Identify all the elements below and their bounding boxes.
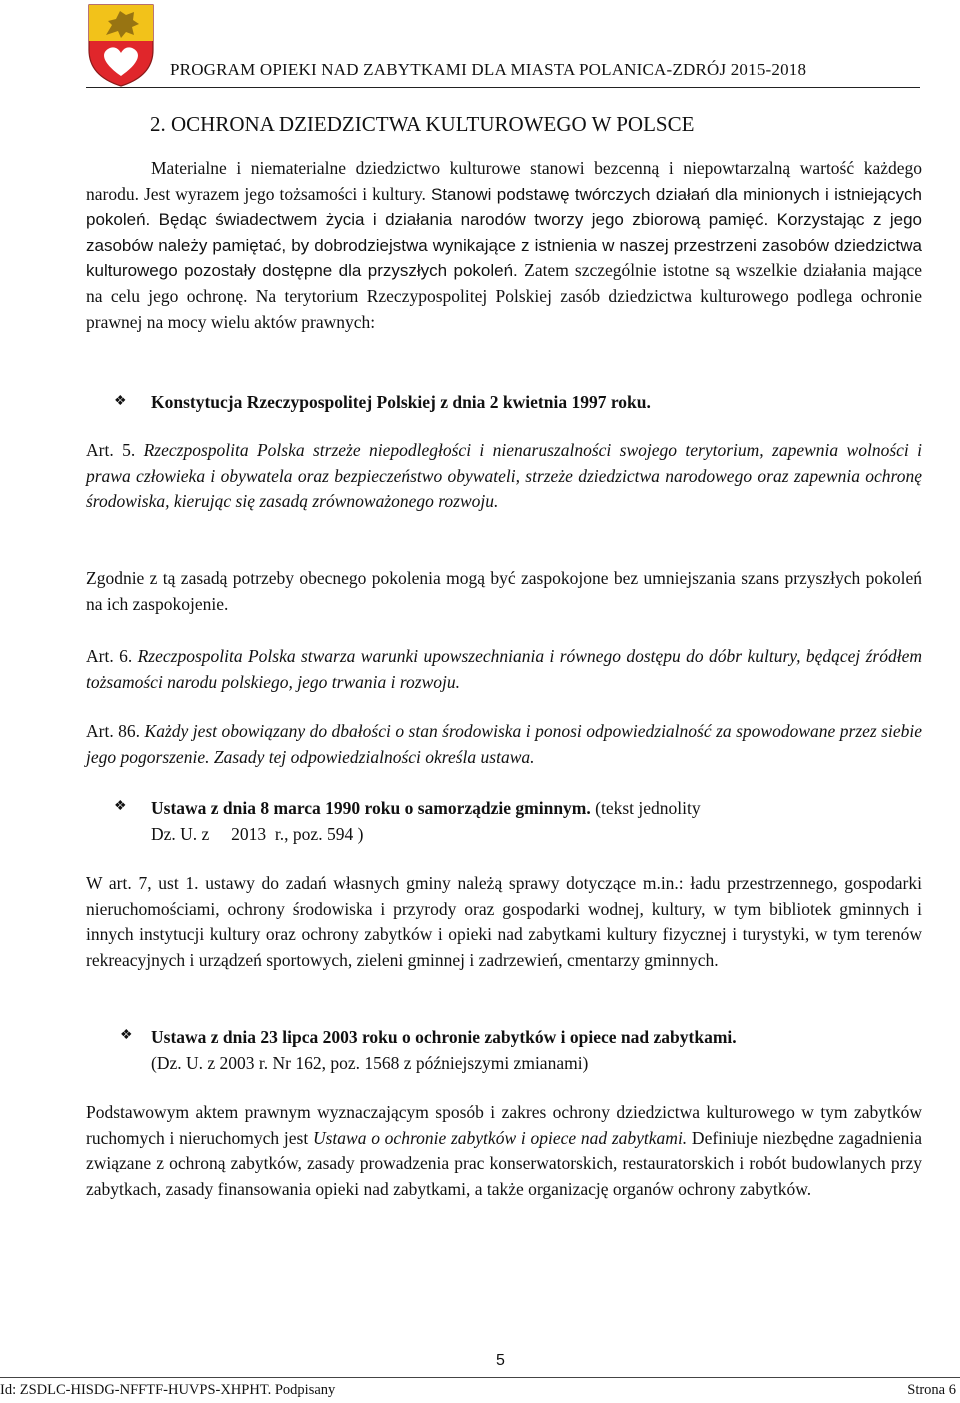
ustawa-zabytki-ref: (Dz. U. z 2003 r. Nr 162, poz. 1568 z późniejszymi zmianami) [151,1053,589,1073]
art5-label: Art. 5. [86,440,144,460]
art5-text: Rzeczpospolita Polska strzeże niepodległości i nienaruszalności swojego terytorium, zapewnia wolności i prawa człowieka i obywatela oraz bezpieczeństwo obywateli, strzeże dziedzictwa narodowego oraz zapewnia ochronę środowiska, kierując się zasadą zrównoważonego rozwoju. [86,440,923,512]
intro-text-1: Materialne i niematerialne dziedzictwo kulturowe stanowi bezcenną i niepowtarzalną wartość każdego narodu. Jest wyrazem jego tożsamości i kultury. [86,158,922,204]
principle-paragraph: Zgodnie z tą zasadą potrzeby obecnego pokolenia mogą być zaspokojone bez umniejszania szans przyszłych pokoleń na ich zaspokojenie. [86,568,922,614]
ustawa-gmina-ref-2: Dz. U. z 2013 r., poz. 594 ) [151,824,364,844]
ustawa-gmina-heading [151,796,926,821]
intro-paragraph [86,156,922,335]
footer-document-id: Id: ZSDLC-HISDG-NFFTF-HUVPS-XHPHT. Podpisany [0,1382,336,1398]
art6-paragraph [86,644,922,695]
coat-of-arms-icon [86,2,156,88]
footer-page-label: Strona 6 [907,1382,956,1398]
art5-paragraph [86,438,922,515]
ustawa-gmina-ref-1: (tekst jednolity [590,798,701,818]
diamond-bullet-icon: ❖ [120,1028,133,1043]
page-number: 5 [496,1352,505,1369]
art6-text: Rzeczpospolita Polska stwarza warunki upowszechniania i równego dostępu do dóbr kultury, będącej źródłem tożsamości narodu polskiego, jego trwania i rozwoju. [86,646,922,692]
diamond-bullet-icon: ❖ [114,799,127,814]
art6-label: Art. 6. [86,646,138,666]
art86-label: Art. 86. [86,721,145,741]
konstytucja-title: Konstytucja Rzeczypospolitej Polskiej z dnia 2 kwietnia 1997 roku. [151,392,651,412]
art86-paragraph [86,719,922,770]
intro-text-3: Zatem szczególnie istotne są wszelkie działania mające na celu jego ochronę. Na terytorium Rzeczypospolitej Polskiej zasób dziedzictwa kulturowego podlega ochronie prawnej na mocy wielu aktów prawnych: [86,260,922,332]
ustawa-zabytki-text-2: Definiuje niezbędne zagadnienia związane z ochroną zabytków, zasady prowadzenia prac konserwatorskich, restauratorskich i robót budowlanych przy zabytkach, zasady finansowania opieki nad zabytkami, a także organizację organów ochrony zabytków. [86,1127,922,1199]
diamond-bullet-icon: ❖ [114,394,127,409]
intro-text-2: Stanowi podstawę twórczych działań dla minionych i istniejących pokoleń. Będąc świadectwem życia i działania narodów tworzy jego zbiorową pamięć. Korzystając z jego zasobów należy pamiętać, by dobrodziejstwa wynikające z istnienia w naszej przestrzeni zasobów dziedzictwa kulturowego pozostały dostępne dla przyszłych pokoleń. [86,184,923,281]
header-divider [86,87,920,88]
ustawa-gmina-paragraph: W art. 7, ust 1. ustawy do zadań własnych gminy należą sprawy dotyczące m.in.: ładu przestrzennego, gospodarki nieruchomościami, ochrony środowiska i przyrody oraz gospodarki wodnej, kultury, w tym bibliotek gminnych i innych instytucji kultury oraz ochrony zabytków i opieki nad zabytkami kultury fizycznej i turystyki, w tym terenów rekreacyjnych i urządzeń sportowych, zieleni gminnej i zadrzewień, cmentarzy gminnych. [86,873,922,970]
ustawa-zabytki-title: Ustawa z dnia 23 lipca 2003 roku o ochronie zabytków i opiece nad zabytkami. [151,1027,737,1047]
section-heading: 2. OCHRONA DZIEDZICTWA KULTUROWEGO W POLSCE [150,112,695,136]
footer-divider [0,1377,960,1378]
ustawa-zabytki-paragraph [86,1100,922,1202]
document-header-title: PROGRAM OPIEKI NAD ZABYTKAMI DLA MIASTA POLANICA-ZDRÓJ 2015-2018 [170,60,807,79]
art86-text: Każdy jest obowiązany do dbałości o stan środowiska i ponosi odpowiedzialność za spowodowane przez siebie jego pogorszenie. Zasady tej odpowiedzialności określa ustawa. [86,721,922,767]
ustawa-gmina-title: Ustawa z dnia 8 marca 1990 roku o samorządzie gminnym. [151,798,591,818]
ustawa-zabytki-text-1: Podstawowym aktem prawnym wyznaczającym sposób i zakres ochrony dziedzictwa kulturowego w tym zabytków ruchomych i nieruchomych jest [86,1102,922,1148]
ustawa-zabytki-italic: Ustawa o ochronie zabytków i opiece nad zabytkami. [312,1127,688,1148]
